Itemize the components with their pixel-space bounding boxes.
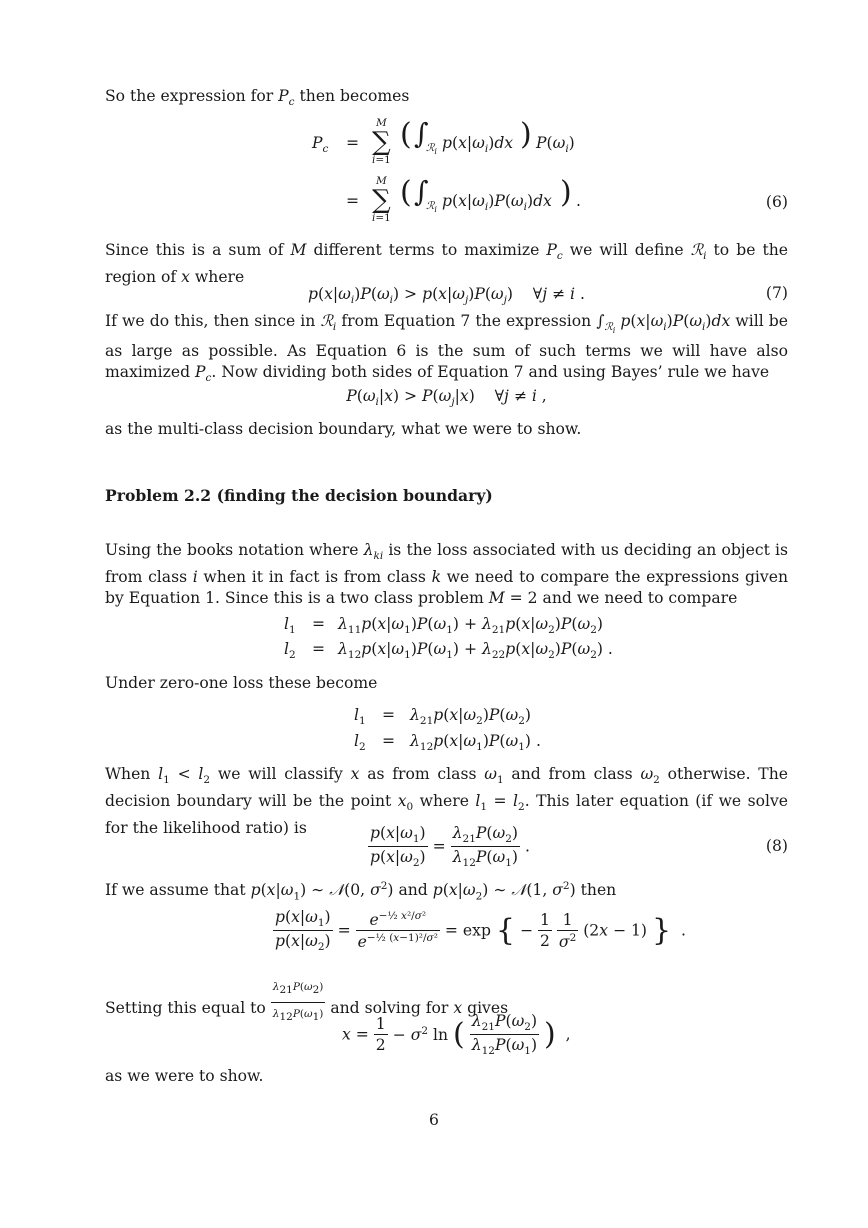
equation-8: $\frac{p(x|\omega_1)}{p(x|\omega_2)}$ = $\frac{\lambda_{21}P(\omega_2)}{\lambda_{12}P(\omega_1)}$ . (370, 824, 530, 870)
conclusion-paragraph: as the multi-class decision boundary, what we were to show. (105, 420, 582, 438)
likelihood-ratio-equation: $\frac{p(x|\omega_1)}{p(x|\omega_2)}$ = $\frac{e^{-\frac{1}{2} x^2/\sigma^2}}{e^{-\frac{1}{2} (x-1)^2/\sigma^2}}$ = exp { − $\frac{1}{2}$ $\frac{1}{\sigma^2}$ (2x − 1) } . (275, 908, 686, 954)
zero-one-paragraph: Under zero-one loss these become (105, 674, 378, 692)
gaussian-paragraph: If we assume that $p(x|\omega_1)$ ∼ 𝒩(0, $\sigma^2$) and $p(x|\omega_2)$ ∼ 𝒩(1, $\sigma^2$) then (105, 880, 617, 903)
region-paragraph: Since this is a sum of M different terms to maximize $P_c$ we will define ℛ$_i$ to be the region of x where (105, 241, 788, 287)
decision-threshold-equation: x = $\frac{1}{2}$ − $\sigma^2$ ln ( $\frac{\lambda_{21}P(\omega_2)}{\lambda_{12}P(\omega_1)}$ ) , (342, 1012, 571, 1058)
document-page: So the expression for $P_c$ then becomes $P_c$ = M ∑ i=1 ( ∫ ℛ$_i$ $p(x|\omega_i)dx$ ) $P(\omega_i)$ = M ∑ i=1 ( ∫ ℛ$_i$ $p(x|\omega_i)P(\omega_i)dx$ ) . (6) Since this is a sum of M different terms to maximize $P_c$ we will define ℛ$_i$ to be the region of x where $p(x|\omega_i)P(\omega_i) > p(x|\omega_j)P(\omega_j)$ ∀j ≠ i . (7) If we do this, then since in ℛ$_i$ from Equation 7 the expression $\int_{ℛ_i}$ $p(x|\omega_i)P(\omega_i)dx$ will be as large as possible. As Equation 6 is the sum of such terms we will have also maximized $P_c$. Now dividing both sides of Equation 7 and using Bayes’ rule we have $P(\omega_i|x) > P(\omega_j|x)$ ∀j ≠ i , as the multi-class decision boundary, what we were to show. Problem 2.2 (finding the decision boundary) Using the books notation where $\lambda_{ki}$ is the loss associated with us deciding an object is from class i when it in fact is from class k we need to compare the expressions given by Equation 1. Since this is a two class problem M = 2 and we need to compare $l_1$ = $\lambda_{11}p(x|\omega_1)P(\omega_1) + \lambda_{21}p(x|\omega_2)P(\omega_2)$ $l_2$ = $\lambda_{12}p(x|\omega_1)P(\omega_1) + \lambda_{22}p(x|\omega_2)P(\omega_2)$ . Under zero-one loss these become $l_1$ = $\lambda_{21}p(x|\omega_2)P(\omega_2)$ $l_2$ = $\lambda_{12}p(x|\omega_1)P(\omega_1)$ . When $l_1 < l_2$ we will classify x as from class $\omega_1$ and from class $\omega_2$ otherwise. The decision boundary will be the point $x_0$ where $l_1 = l_2$. This later equation (if we solve for the likelihood ratio) is $\frac{p(x|\omega_1)}{p(x|\omega_2)}$ = $\frac{\lambda_{21}P(\omega_2)}{\lambda_{12}P(\omega_1)}$ . (8) If we assume that $p(x|\omega_1)$ ∼ 𝒩(0, $\sigma^2$) and $p(x|\omega_2)$ ∼ 𝒩(1, $\sigma^2$) then $\frac{p(x|\omega_1)}{p(x|\omega_2)}$ = $\frac{e^{-\frac{1}{2} x^2/\sigma^2}}{e^{-\frac{1}{2} (x-1)^2/\sigma^2}}$ = exp { − $\frac{1}{2}$ $\frac{1}{\sigma^2}$ (2x − 1) } . Setting this equal to $\frac{\lambda_{21}P(\omega_2)}{\lambda_{12}P(\omega_1)}$ and solving for x gives x = $\frac{1}{2}$ − $\sigma^2$ ln ( $\frac{\lambda_{21}P(\omega_2)}{\lambda_{12}P(\omega_1)}$ ) , as we were to show. 6 (0, 0, 868, 1228)
setting-paragraph: Setting this equal to $\frac{\lambda_{21}P(\omega_2)}{\lambda_{12}P(\omega_1)}$ and solving for x gives (105, 977, 788, 1028)
notation-paragraph: Using the books notation where $\lambda_{ki}$ is the loss associated with us deciding an object is from class i when it in fact is from class k we need to compare the expressions given by Equation 1. Since this is a two class problem M = 2 and we need to compare (105, 541, 788, 608)
equation-8-number: (8) (765, 837, 788, 855)
equation-6-number: (6) (765, 193, 788, 211)
final-paragraph: as we were to show. (105, 1067, 264, 1085)
equation-7-number: (7) (765, 284, 788, 302)
intro-paragraph: So the expression for $P_c$ then becomes (105, 87, 410, 109)
posterior-equation: $P(\omega_i|x) > P(\omega_j|x)$ ∀j ≠ i , (346, 387, 547, 409)
boundary-paragraph: When $l_1 < l_2$ we will classify x as from class $\omega_1$ and from class $\omega_2$ otherwise. The decision boundary will be the point $x_0$ where $l_1 = l_2$. This later equation (if we solve for the likelihood ratio) is (105, 765, 789, 838)
page-number: 6 (429, 1111, 439, 1129)
bayes-paragraph: If we do this, then since in ℛ$_i$ from Equation 7 the expression $\int_{ℛ_i}$ $p(x|\omega_i)P(\omega_i)dx$ will be as large as possible. As Equation 6 is the sum of such terms we will have also maximized $P_c$. Now dividing both sides of Equation 7 and using Bayes’ rule we have (105, 312, 789, 385)
problem-heading: Problem 2.2 (finding the decision boundary) (105, 486, 493, 505)
equation-7: $p(x|\omega_i)P(\omega_i) > p(x|\omega_j)P(\omega_j)$ ∀j ≠ i . (308, 285, 585, 307)
